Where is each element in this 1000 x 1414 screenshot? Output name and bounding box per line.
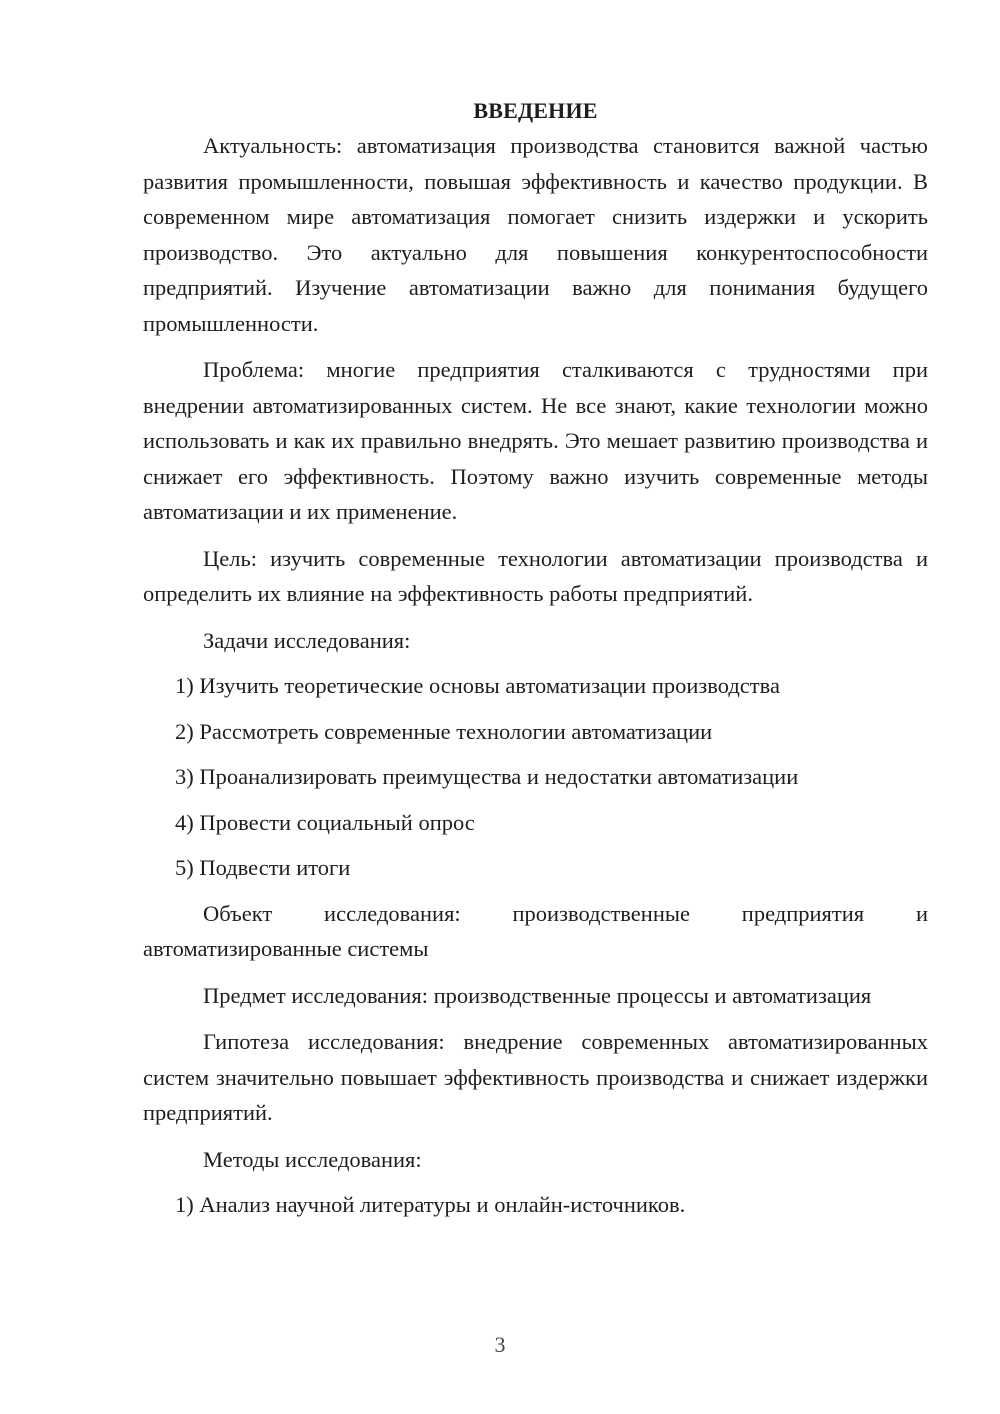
tasks-label: Задачи исследования: [203,627,411,653]
task-item: 5) Подвести итоги [175,855,351,880]
task-item: 3) Проанализировать преимущества и недостатки автоматизации [175,764,799,789]
tasks-list [143,668,928,886]
methods-list [143,1187,928,1223]
task-item: 4) Провести социальный опрос [175,809,475,835]
task-item: 1) Изучить теоретические основы автоматизации производства [175,673,780,698]
problem-paragraph: Проблема: многие предприятия сталкиваются с трудностями при внедрении автоматизированных систем. Не все знают, какие технологии можно использовать и как их правильно внедрять. Это мешает развитию производства и снижает его эффективность. Поэтому важно изучить современные методы автоматизации и их применение. [143,357,928,524]
relevance-paragraph: Актуальность: автоматизация производства становится важной частью развития промышленности, повышая эффективность и качество продукции. В современном мире автоматизация помогает снизить издержки и ускорить производство. Это актуально для повышения конкурентоспособности предприятий. Изучение автоматизации важно для понимания будущего промышленности. [143,133,928,336]
goal-paragraph: Цель: изучить современные технологии автоматизации производства и определить их влияние на эффективность работы предприятий. [143,545,928,606]
method-item: 1) Анализ научной литературы и онлайн-источников. [175,1192,686,1217]
methods-label: Методы исследования: [203,1146,422,1172]
task-item: 2) Рассмотреть современные технологии автоматизации [175,718,713,744]
document-page [143,96,928,1233]
page-number: 3 [494,1332,506,1357]
hypothesis-paragraph: Гипотеза исследования: внедрение современных автоматизированных систем значительно повышает эффективность производства и снижает издержки предприятий. [143,1029,928,1125]
object-paragraph: Объект исследования: производственные предприятия и автоматизированные системы [143,900,928,961]
section-title: ВВЕДЕНИЕ [473,98,598,123]
subject-paragraph: Предмет исследования: производственные процессы и автоматизация [203,982,872,1008]
